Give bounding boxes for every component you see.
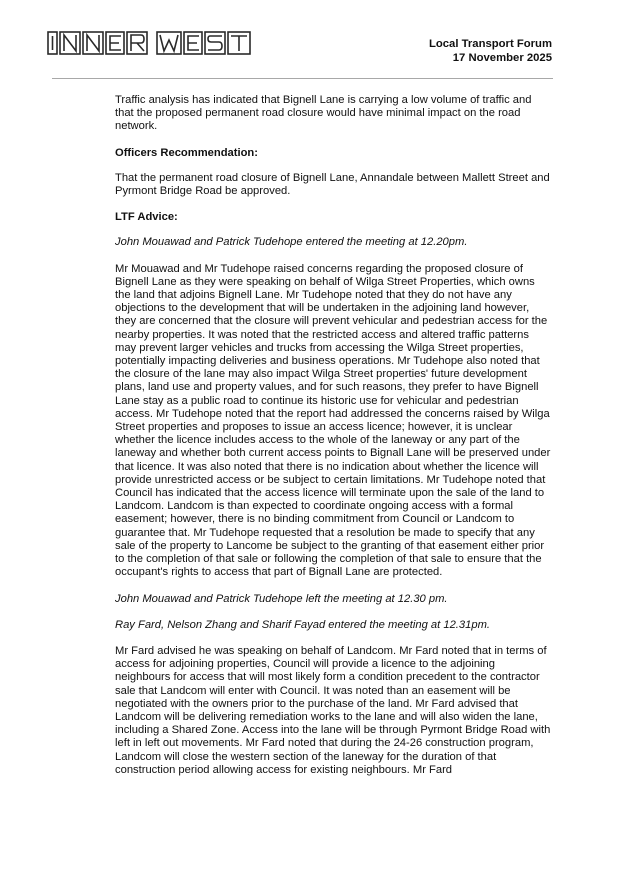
document-body xyxy=(115,94,551,790)
paragraph-landcom-advice: Mr Fard advised he was speaking on behalf of Landcom. Mr Fard noted that in terms of access for adjoining properties, Council will provide a licence to the adjoining neighbours for access that will most likely form a condition precedent to the contractor sale that Landcom will enter with Council. It was noted than an easement will be negotiated with the owners prior to the purchase of the land. Mr Fard advised that Landcom will be delivering remediation works to the lane and will also widen the lane, including a Shared Zone. Access into the lane will be through Pyrmont Bridge Road with left in left out movements. Mr Fard noted that during the 24-26 construction program, Landcom will close the western section of the laneway for the duration of that construction period allowing access for existing neighbours. Mr Fard xyxy=(115,644,551,776)
header-divider xyxy=(52,78,553,79)
heading-officers-recommendation: Officers Recommendation: xyxy=(115,146,258,159)
heading-ltf-advice: LTF Advice: xyxy=(115,211,178,224)
note-left-meeting: John Mouawad and Patrick Tudehope left the meeting at 12.30 pm. xyxy=(115,592,448,605)
paragraph-recommendation: That the permanent road closure of Bignell Lane, Annandale between Mallett Street and Pyrmont Bridge Road be approved. xyxy=(115,171,550,198)
note-entered-meeting: John Mouawad and Patrick Tudehope entered the meeting at 12.20pm. xyxy=(115,236,468,249)
note-landcom-entered: Ray Fard, Nelson Zhang and Sharif Fayad entered the meeting at 12.31pm. xyxy=(115,618,490,631)
forum-title: Local Transport Forum xyxy=(428,38,552,50)
meeting-date: 17 November 2025 xyxy=(452,51,552,64)
header-meeting-info xyxy=(429,38,552,65)
paragraph-wilga-concerns: Mr Mouawad and Mr Tudehope raised concerns regarding the proposed closure of Bignell Lane as they were speaking on behalf of Wilga Street Properties, which owns the land that adjoins Bignell Lane. Mr Tudehope noted that they do not have any objections to the development that will be undertaken in the adjoining land however, they are concerned that the closure will prevent vehicular and pedestrian access for the nearby properties. It was noted that the restricted access and altered traffic patterns may prevent larger vehicles and trucks from accessing the Wilga Street properties, potentially impacting deliveries and business operations. Mr Tudehope also noted that the closure of the lane may also impact Wilga Street properties' future development plans, land use and property values, and for such reasons, they prefer to have Bignell Lane stay as a public road to continue its historic use for vehicular and pedestrian access. Mr Tudehope noted that the report had addressed the concerns raised by Wilga Street properties and proposes to issue an access licence; however, it is unclear whether the licence includes access to the whole of the laneway or any part of the laneway and whether both current access points to Bignall Lane will be preserved under that licence. It was also noted that there is no indication about whether the licence will provide unrestricted access or be subject to certain limitations. Mr Tudehope noted that Council has indicated that the access licence will terminate upon the sale of the land to Landcom. Landcom is than expected to coordinate ongoing access with a formal easement; however, there is no binding commitment from Council or Landcom to guarantee that. Mr Tudehope requested that a resolution be made to specify that any sale of the property to Lancome be subject to the granting of that easement either prior to the completion of that sale or following the completion of that sale to ensure that the occupant's rights to access that part of Bignall Lane are protected. xyxy=(115,262,551,579)
paragraph-traffic-analysis: Traffic analysis has indicated that Bignell Lane is carrying a low volume of traffic and that the proposed permanent road closure would have minimal impact on the road network. xyxy=(115,94,532,133)
inner-west-logo xyxy=(47,30,257,56)
